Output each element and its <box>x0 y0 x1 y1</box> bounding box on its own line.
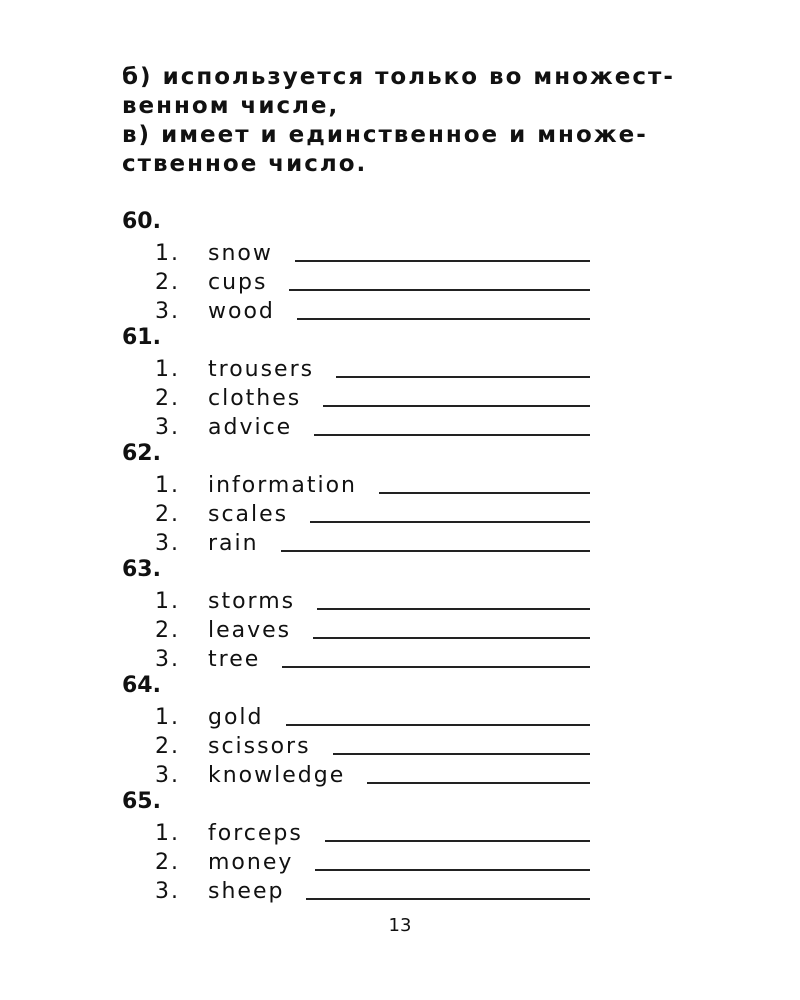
exercise-block <box>122 439 602 555</box>
item-number: 1. <box>155 821 180 846</box>
item-word: advice <box>208 415 293 440</box>
answer-blank-line <box>306 876 590 900</box>
item-number: 3. <box>155 299 180 324</box>
item-number: 3. <box>155 879 180 904</box>
item-number: 3. <box>155 647 180 672</box>
item-word: tree <box>208 647 261 672</box>
item-number: 3. <box>155 531 180 556</box>
item-word: scissors <box>208 734 311 759</box>
exercise-item <box>122 845 602 874</box>
item-number: 3. <box>155 763 180 788</box>
exercise-number: 64. <box>122 673 161 698</box>
item-number: 2. <box>155 270 180 295</box>
item-word: rain <box>208 531 259 556</box>
exercise-block <box>122 323 602 439</box>
item-word: gold <box>208 705 264 730</box>
answer-blank-line <box>325 818 590 842</box>
item-number: 2. <box>155 502 180 527</box>
exercise-block <box>122 787 602 903</box>
item-number: 1. <box>155 473 180 498</box>
exercise-item <box>122 758 602 787</box>
exercise-item <box>122 468 602 497</box>
answer-blank-line <box>295 238 590 262</box>
item-word: trousers <box>208 357 315 382</box>
item-word: leaves <box>208 618 292 643</box>
exercise-item <box>122 700 602 729</box>
item-number: 2. <box>155 386 180 411</box>
answer-blank-line <box>367 760 590 784</box>
answer-blank-line <box>336 354 590 378</box>
exercise-block <box>122 207 602 323</box>
exercise-number: 63. <box>122 557 161 582</box>
item-word: wood <box>208 299 275 324</box>
item-number: 1. <box>155 589 180 614</box>
item-word: sheep <box>208 879 285 904</box>
option-b-line: б) используется только во множест- <box>122 64 675 90</box>
answer-blank-line <box>289 267 590 291</box>
exercise-item <box>122 816 602 845</box>
item-number: 3. <box>155 415 180 440</box>
answer-blank-line <box>282 644 590 668</box>
item-number: 1. <box>155 357 180 382</box>
exercise-item <box>122 874 602 903</box>
option-v-line: в) имеет и единственное и множе- <box>122 122 648 148</box>
item-word: knowledge <box>208 763 346 788</box>
answer-blank-line <box>333 731 590 755</box>
answer-blank-line <box>310 499 590 523</box>
option-v-continuation: ственное число. <box>122 151 368 177</box>
answer-blank-line <box>286 702 590 726</box>
item-word: money <box>208 850 294 875</box>
exercise-item <box>122 584 602 613</box>
exercise-item <box>122 236 602 265</box>
answer-blank-line <box>314 412 590 436</box>
item-word: cups <box>208 270 268 295</box>
item-number: 1. <box>155 705 180 730</box>
exercise-number: 65. <box>122 789 161 814</box>
item-number: 2. <box>155 734 180 759</box>
exercise-item <box>122 265 602 294</box>
exercise-number: 61. <box>122 325 161 350</box>
item-number: 2. <box>155 850 180 875</box>
exercise-item <box>122 526 602 555</box>
answer-blank-line <box>323 383 590 407</box>
answer-blank-line <box>281 528 590 552</box>
exercise-item <box>122 497 602 526</box>
exercise-item <box>122 381 602 410</box>
item-word: storms <box>208 589 296 614</box>
item-word: forceps <box>208 821 303 846</box>
answer-blank-line <box>315 847 590 871</box>
item-word: clothes <box>208 386 302 411</box>
item-word: snow <box>208 241 273 266</box>
exercise-item <box>122 352 602 381</box>
intro-text <box>122 63 698 179</box>
answer-blank-line <box>379 470 590 494</box>
answer-blank-line <box>317 586 590 610</box>
item-number: 2. <box>155 618 180 643</box>
exercise-number: 60. <box>122 209 161 234</box>
exercise-block <box>122 555 602 671</box>
page-number: 13 <box>388 915 412 936</box>
exercise-item <box>122 729 602 758</box>
answer-blank-line <box>313 615 590 639</box>
item-number: 1. <box>155 241 180 266</box>
exercise-list <box>122 207 602 903</box>
exercise-item <box>122 642 602 671</box>
answer-blank-line <box>297 296 590 320</box>
exercise-block <box>122 671 602 787</box>
item-word: scales <box>208 502 289 527</box>
exercise-item <box>122 613 602 642</box>
exercise-number: 62. <box>122 441 161 466</box>
item-word: information <box>208 473 357 498</box>
exercise-item <box>122 294 602 323</box>
option-b-continuation: венном числе, <box>122 93 340 119</box>
exercise-item <box>122 410 602 439</box>
